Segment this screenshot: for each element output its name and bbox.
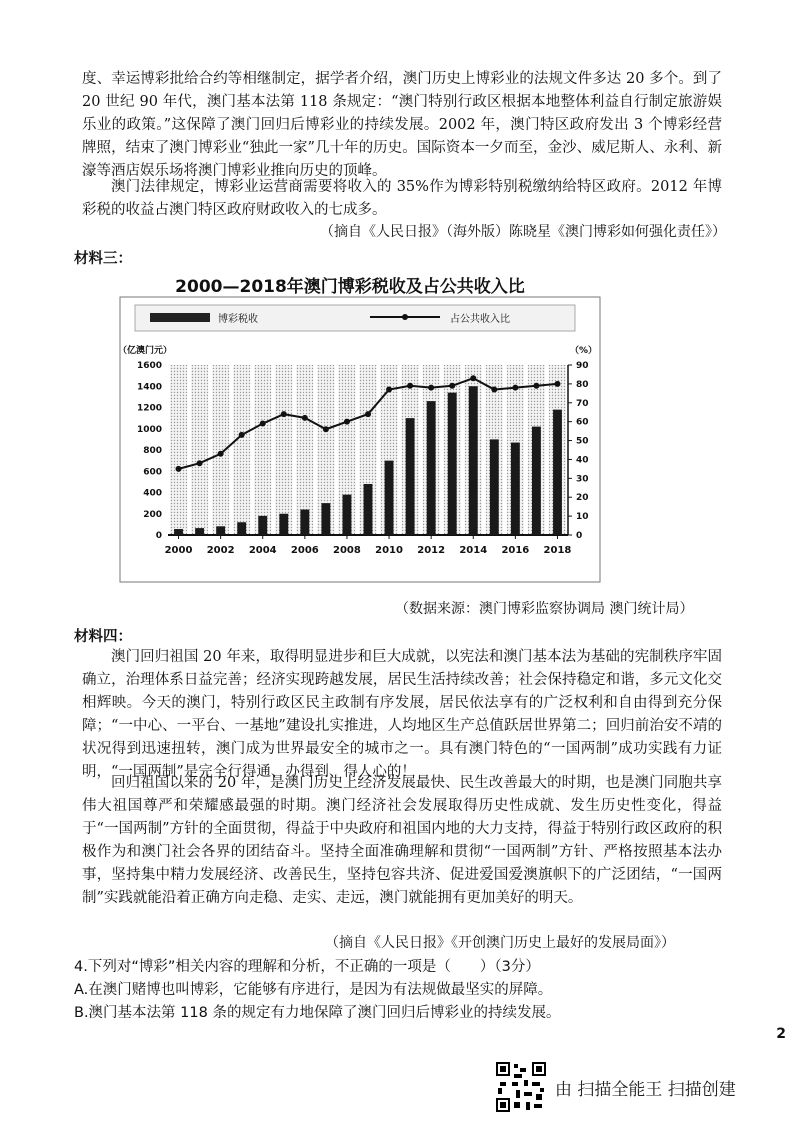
material4-paragraph-1: 澳门回归祖国 20 年来，取得明显进步和巨大成就，以宪法和澳门基本法为基础的宪制秩序牢固确立，治理体系日益完善；经济实现跨越发展，居民生活持续改善；社会保持稳定和谐，多元文化交相辉映。今天的澳门，特别行政区民主政制有序发展，居民依法享有的广泛权利和自由得到充分保障；“一中心、一平台、一基地”建设扎实推进，人均地区生产总值跃居世界第二；回归前治安不靖的状况得到迅速扭转，澳门成为世界最安全的城市之一。具有澳门特色的“一国两制”成功实践有力证明，“一国两制”是完全行得通、办得到、得人心的！ xyxy=(82,649,722,780)
bar-background xyxy=(254,365,271,535)
right-tick-label: 0 xyxy=(576,531,583,541)
revenue-share-point xyxy=(218,451,224,457)
left-axis-unit: （亿澳门元） xyxy=(118,346,173,356)
right-tick-label: 80 xyxy=(576,379,589,390)
tax-bar xyxy=(385,461,394,535)
left-tick-label: 200 xyxy=(143,509,162,520)
tax-bar xyxy=(195,528,204,535)
material4-paragraph-2: 回归祖国以来的 20 年，是澳门历史上经济发展最快、民生改善最大的时期，也是澳门同胞共享伟大祖国尊严和荣耀感最强的时期。澳门经济社会发展取得历史性成就、发生历史性变化，得益于“一国两制”方针的全面贯彻，得益于中央政府和祖国内地的大力支持，得益于特别行政区政府的积极作为和澳门社会各界的团结奋斗。坚持全面准确理解和贯彻“一国两制”方针、严格按照基本法办事，坚持集中精力发展经济、改善民生，坚持包容共济、促进爱国爱澳旗帜下的广泛团结，“一国两制”实践就能沿着正确方向走稳、走实、走远，澳门就能拥有更加美好的明天。 xyxy=(82,775,722,906)
tax-bar xyxy=(258,516,267,535)
left-tick-label: 0 xyxy=(155,531,162,541)
tax-bar xyxy=(174,529,183,535)
tax-bar xyxy=(469,386,478,535)
page-number: 2 xyxy=(776,1026,786,1042)
tax-bar xyxy=(237,522,246,535)
tax-bar xyxy=(406,418,415,535)
revenue-share-point xyxy=(281,411,287,417)
bar-background xyxy=(275,365,292,535)
x-tick-label: 2006 xyxy=(290,545,319,556)
revenue-share-point xyxy=(407,383,413,389)
gambling-tax-chart xyxy=(110,295,610,595)
question-stem: 4.下列对“博彩”相关内容的理解和分析，不正确的一项是（ ）（3分） xyxy=(74,959,540,975)
right-tick-label: 30 xyxy=(576,474,589,485)
revenue-share-point xyxy=(428,385,434,391)
x-tick-label: 2014 xyxy=(459,545,488,556)
revenue-share-point xyxy=(470,375,476,381)
option-a: A.在澳门赌博也叫博彩，它能够有序进行，是因为有法规做最坚实的屏障。 xyxy=(74,982,553,998)
tax-bar xyxy=(279,514,288,535)
x-tick-label: 2018 xyxy=(543,545,572,556)
material3-label: 材料三： xyxy=(74,250,132,267)
bar-background xyxy=(212,365,229,535)
x-tick-label: 2008 xyxy=(333,545,361,556)
left-tick-label: 1400 xyxy=(136,382,162,393)
tax-bar xyxy=(448,393,457,535)
left-tick-label: 1000 xyxy=(136,424,162,435)
option-b: B.澳门基本法第 118 条的规定有力地保障了澳门回归后博彩业的持续发展。 xyxy=(74,1005,561,1021)
right-tick-label: 50 xyxy=(576,436,589,447)
qr-code-icon xyxy=(496,1062,546,1112)
chart-title: 2000—2018年澳门博彩税收及占公共收入比 xyxy=(175,277,525,297)
tax-bar xyxy=(300,510,309,536)
right-tick-label: 10 xyxy=(576,512,589,523)
left-tick-label: 1600 xyxy=(136,361,162,371)
right-axis-unit: （%） xyxy=(570,346,598,356)
right-tick-label: 20 xyxy=(576,493,589,504)
right-tick-label: 60 xyxy=(576,417,589,428)
revenue-share-point xyxy=(302,415,308,421)
bar-background xyxy=(191,365,208,535)
legend-bar-swatch xyxy=(150,313,210,322)
x-tick-label: 2002 xyxy=(206,545,235,556)
revenue-share-point xyxy=(365,411,371,417)
revenue-share-point xyxy=(197,460,203,466)
legend-bar-label: 博彩税收 xyxy=(218,314,258,325)
revenue-share-point xyxy=(239,432,245,438)
tax-bar xyxy=(511,443,520,535)
scanner-footer: 由 扫描全能王 扫描创建 xyxy=(555,1080,736,1100)
x-tick-label: 2000 xyxy=(164,545,193,556)
x-tick-label: 2012 xyxy=(417,545,446,556)
revenue-share-point xyxy=(344,419,350,425)
right-tick-label: 70 xyxy=(576,398,589,409)
left-tick-label: 600 xyxy=(143,467,162,478)
revenue-share-point xyxy=(533,383,539,389)
bar-background xyxy=(233,365,250,535)
x-tick-label: 2010 xyxy=(375,545,403,556)
legend-line-label: 占公共收入比 xyxy=(450,314,510,325)
revenue-share-point xyxy=(176,466,182,472)
revenue-share-point xyxy=(386,387,392,393)
revenue-share-point xyxy=(491,387,497,393)
revenue-share-point xyxy=(260,421,266,427)
tax-bar xyxy=(427,401,436,535)
revenue-share-point xyxy=(512,385,518,391)
x-tick-label: 2016 xyxy=(501,545,530,556)
tax-bar xyxy=(216,526,225,535)
legend-line-marker xyxy=(402,314,408,320)
revenue-share-point xyxy=(554,381,560,387)
material3-source: （数据来源：澳门博彩监察协调局 澳门统计局） xyxy=(395,601,694,617)
right-tick-label: 90 xyxy=(576,361,589,371)
x-tick-label: 2004 xyxy=(248,545,277,556)
tax-bar xyxy=(343,495,352,535)
left-tick-label: 1200 xyxy=(136,403,162,414)
material2-source: （摘自《人民日报》（海外版）陈晓星《澳门博彩如何强化责任》） xyxy=(320,224,726,240)
material4-label: 材料四： xyxy=(74,628,132,645)
revenue-share-point xyxy=(323,426,329,432)
tax-bar xyxy=(364,484,373,535)
tax-bar xyxy=(553,410,562,535)
material4-source: （摘自《人民日报》《开创澳门历史上最好的发展局面》） xyxy=(325,935,675,951)
left-tick-label: 800 xyxy=(143,446,162,456)
tax-bar xyxy=(532,427,541,535)
bar-background xyxy=(170,365,187,535)
material2-paragraph-1: 度、幸运博彩批给合约等相继制定，据学者介绍，澳门历史上博彩业的法规文件多达 20 多个。到了 20 世纪 90 年代，澳门基本法第 118 条规定：“澳门特别行政区根据本地整体利益自行制定旅游娱乐业的政策。”这保障了澳门回归后博彩业的持续发展。2002 年，澳门特区政府发出 3 个博彩经营牌照，结束了澳门博彩业“独此一家”几十年的历史。国际资本一夕而至，金沙、威尼斯人、永利、新濠等酒店娱乐场将澳门博彩业推向历史的顶峰。 xyxy=(82,71,722,179)
left-tick-label: 400 xyxy=(143,488,162,499)
tax-bar xyxy=(321,503,330,535)
revenue-share-point xyxy=(449,383,455,389)
material2-paragraph-2: 澳门法律规定，博彩业运营商需要将收入的 35%作为博彩特别税缴纳给特区政府。2012 年博彩税的收益占澳门特区政府财政收入的七成多。 xyxy=(82,179,722,218)
right-tick-label: 40 xyxy=(576,455,589,466)
tax-bar xyxy=(490,439,499,535)
